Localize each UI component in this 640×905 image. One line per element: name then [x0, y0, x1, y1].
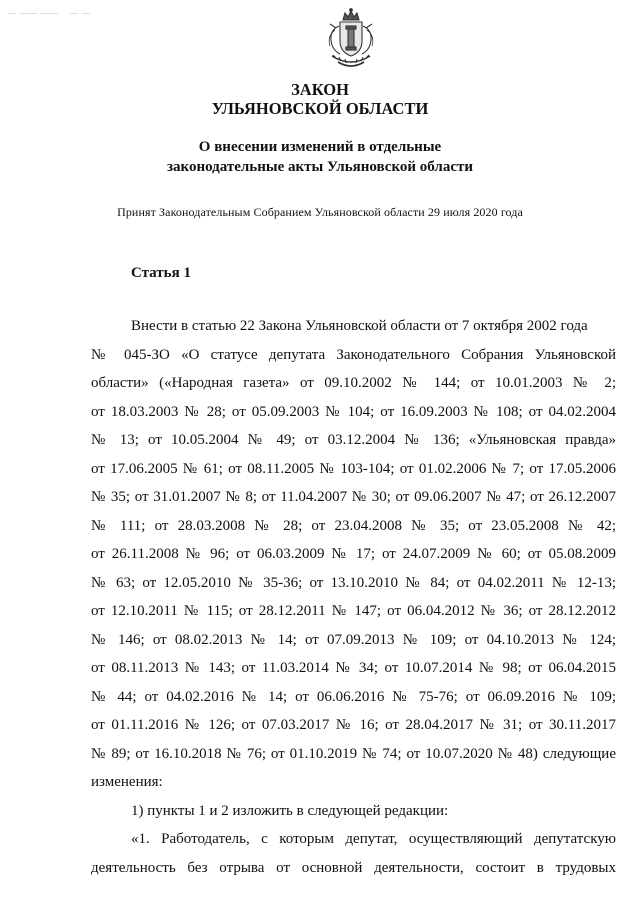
article-text-line: деятельность без отрыва от основной деятельности, состоит в трудовых	[91, 860, 616, 876]
article-heading: Статья 1	[131, 265, 191, 281]
law-title	[0, 80, 640, 118]
article-text-line: от 17.06.2005 № 61; от 08.11.2005 № 103-104; от 01.02.2006 № 7; от 17.05.2006	[91, 461, 616, 477]
scan-corner-mark-right: — —	[70, 8, 91, 17]
article-text-line: от 08.11.2013 № 143; от 11.03.2014 № 34; от 10.07.2014 № 98; от 06.04.2015	[91, 660, 616, 676]
article-text-line: № 045-ЗО «О статусе депутата Законодательного Собрания Ульяновской	[91, 347, 616, 363]
article-text-line: № 89; от 16.10.2018 № 76; от 01.10.2019 № 74; от 10.07.2020 № 48) следующие	[91, 746, 616, 762]
article-text-line: «1. Работодатель, с которым депутат, осуществляющий депутатскую	[131, 831, 616, 847]
law-subtitle-line: законодательные акты Ульяновской области	[166, 159, 474, 175]
article-text-line: № 111; от 28.03.2008 № 28; от 23.04.2008 № 35; от 23.05.2008 № 42;	[91, 518, 616, 534]
article-text-line: от 12.10.2011 № 115; от 28.12.2011 № 147; от 06.04.2012 № 36; от 28.12.2012	[91, 603, 616, 619]
article-text-line: № 13; от 10.05.2004 № 49; от 03.12.2004 № 136; «Ульяновская правда»	[91, 432, 616, 448]
coat-of-arms-icon	[318, 6, 384, 72]
article-text-line: от 26.11.2008 № 96; от 06.03.2009 № 17; от 24.07.2009 № 60; от 05.08.2009	[91, 546, 616, 562]
law-subtitle	[0, 137, 640, 177]
article-text-line: № 35; от 31.01.2007 № 8; от 11.04.2007 № 30; от 09.06.2007 № 47; от 26.12.2007	[91, 489, 616, 505]
law-title-line: ЗАКОН	[291, 80, 349, 99]
scan-corner-mark-left: — —— ——	[8, 8, 59, 17]
adoption-note: Принят Законодательным Собранием Ульяновской области 29 июля 2020 года	[117, 205, 523, 219]
article-text-line: № 44; от 04.02.2016 № 14; от 06.06.2016 № 75-76; от 06.09.2016 № 109;	[91, 689, 616, 705]
article-text-line: 1) пункты 1 и 2 изложить в следующей редакции:	[131, 803, 449, 819]
law-title-line: УЛЬЯНОВСКОЙ ОБЛАСТИ	[211, 99, 429, 118]
article-text-line: от 01.11.2016 № 126; от 07.03.2017 № 16; от 28.04.2017 № 31; от 30.11.2017	[91, 717, 616, 733]
article-text-line: № 146; от 08.02.2013 № 14; от 07.09.2013 № 109; от 04.10.2013 № 124;	[91, 632, 616, 648]
article-text-line: Внести в статью 22 Закона Ульяновской области от 7 октября 2002 года	[131, 318, 588, 334]
law-subtitle-line: О внесении изменений в отдельные	[198, 139, 442, 155]
article-text-line: от 18.03.2003 № 28; от 05.09.2003 № 104; от 16.09.2003 № 108; от 04.02.2004	[91, 404, 616, 420]
article-text-line: № 63; от 12.05.2010 № 35-36; от 13.10.2010 № 84; от 04.02.2011 № 12-13;	[91, 575, 616, 591]
article-text-line: области» («Народная газета» от 09.10.2002 № 144; от 10.01.2003 № 2;	[91, 375, 616, 391]
article-text-line: изменения:	[91, 774, 163, 790]
